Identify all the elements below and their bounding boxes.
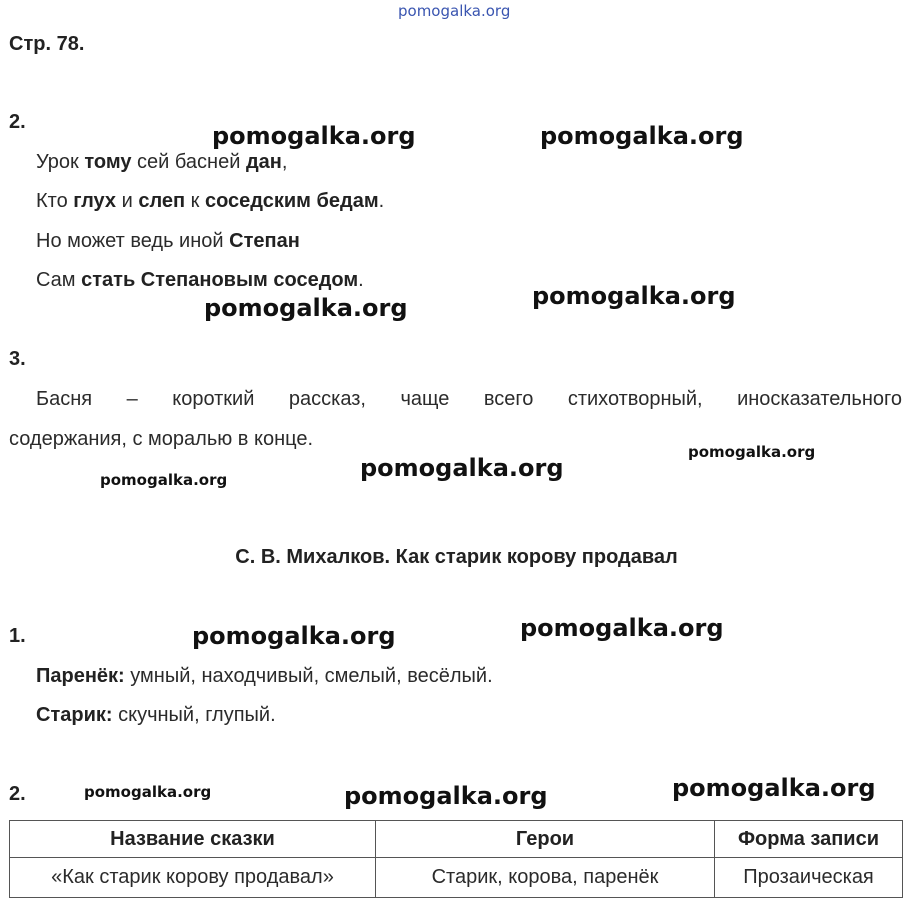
poem-line: Но может ведь иной Степан — [36, 230, 300, 252]
table-row — [10, 858, 903, 898]
watermark: pomogalka.org — [540, 122, 744, 150]
character-line: Старик: скучный, глупый. — [36, 704, 276, 726]
section-title: С. В. Михалков. Как старик корову продавал — [235, 546, 678, 568]
table-header-cell: Форма записи — [715, 821, 903, 858]
task-number: 2. — [9, 111, 26, 133]
table-cell: Прозаическая — [715, 858, 903, 898]
tale-table — [9, 820, 903, 898]
watermark: pomogalka.org — [204, 294, 408, 322]
watermark: pomogalka.org — [212, 122, 416, 150]
watermark: pomogalka.org — [688, 443, 816, 461]
watermark-top: pomogalka.org — [398, 2, 511, 20]
watermark: pomogalka.org — [344, 782, 548, 810]
table-header-row — [10, 821, 903, 858]
watermark: pomogalka.org — [84, 783, 212, 801]
table-header-cell: Название сказки — [10, 821, 376, 858]
watermark: pomogalka.org — [520, 614, 724, 642]
definition-line: содержания, с моралью в конце. — [9, 428, 314, 450]
watermark: pomogalka.org — [100, 471, 228, 489]
poem-line: Кто глух и слеп к соседским бедам. — [36, 190, 385, 212]
table-cell: Старик, корова, паренёк — [376, 858, 715, 898]
task-number: 1. — [9, 625, 26, 647]
table-cell: «Как старик корову продавал» — [10, 858, 376, 898]
character-line: Паренёк: умный, находчивый, смелый, весёлый. — [36, 665, 493, 687]
watermark: pomogalka.org — [192, 622, 396, 650]
poem-line: Сам стать Степановым соседом. — [36, 269, 364, 291]
watermark: pomogalka.org — [360, 454, 564, 482]
task-number: 3. — [9, 348, 26, 370]
poem-line: Урок тому сей басней дан, — [36, 151, 288, 173]
definition-line: Басня – короткий рассказ, чаще всего стихотворный, иносказательного — [36, 388, 902, 410]
watermark: pomogalka.org — [672, 774, 876, 802]
task-number: 2. — [9, 783, 26, 805]
table-header-cell: Герои — [376, 821, 715, 858]
page-header: Стр. 78. — [9, 33, 85, 55]
watermark: pomogalka.org — [532, 282, 736, 310]
